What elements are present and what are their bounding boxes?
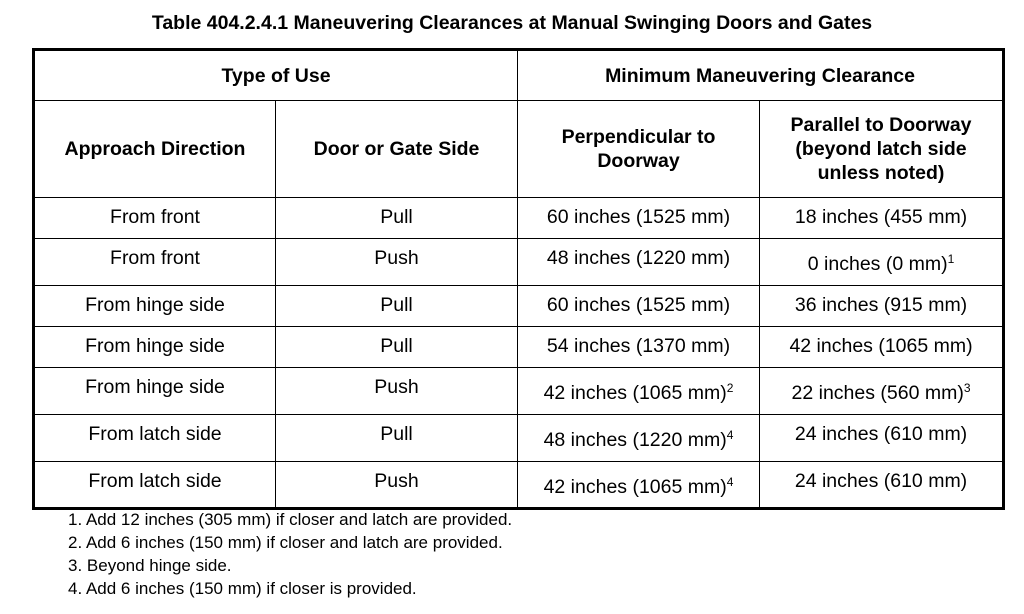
- door-side-header: Door or Gate Side: [276, 101, 518, 198]
- perpendicular-value: 54 inches (1370 mm): [546, 335, 731, 357]
- approach-cell: From latch side: [34, 462, 276, 509]
- maneuvering-clearance-table: [32, 48, 1005, 510]
- type-of-use-header: Type of Use: [34, 50, 518, 101]
- perpendicular-cell: [518, 462, 760, 509]
- min-clearance-header: Minimum Maneuvering Clearance: [518, 50, 1004, 101]
- perpendicular-value: 60 inches (1525 mm): [546, 206, 731, 228]
- parallel-value: 0 inches (0 mm): [807, 253, 948, 275]
- footnote-marker: 3: [963, 381, 971, 395]
- side-cell: Push: [276, 239, 518, 286]
- perpendicular-value: 60 inches (1525 mm): [546, 294, 731, 316]
- parallel-header-text: Parallel to Doorway (beyond latch side unless noted): [790, 114, 972, 184]
- parallel-cell: [760, 368, 1004, 415]
- footnote-item: 1. Add 12 inches (305 mm) if closer and latch are provided.: [68, 510, 513, 529]
- approach-direction-header: Approach Direction: [34, 101, 276, 198]
- perpendicular-value: 48 inches (1220 mm): [543, 429, 727, 451]
- side-cell: Pull: [276, 415, 518, 462]
- parallel-value: 24 inches (610 mm): [794, 423, 968, 445]
- parallel-cell: [760, 239, 1004, 286]
- parallel-cell: [760, 462, 1004, 509]
- footnote-item: 2. Add 6 inches (150 mm) if closer and latch are provided.: [68, 533, 503, 552]
- perpendicular-value: 42 inches (1065 mm): [543, 382, 727, 404]
- table-row: [34, 368, 1004, 415]
- table-row: [34, 327, 1004, 368]
- parallel-value: 36 inches (915 mm): [794, 294, 968, 316]
- approach-cell: From front: [34, 239, 276, 286]
- perpendicular-value: 42 inches (1065 mm): [543, 476, 727, 498]
- side-cell: Pull: [276, 198, 518, 239]
- perpendicular-cell: [518, 239, 760, 286]
- footnote-marker: 1: [947, 252, 955, 266]
- footnote-item: 4. Add 6 inches (150 mm) if closer is provided.: [68, 579, 417, 598]
- perpendicular-header-text: Perpendicular to Doorway: [561, 126, 716, 172]
- parallel-value: 18 inches (455 mm): [794, 206, 968, 228]
- table-row: [34, 286, 1004, 327]
- side-cell: Pull: [276, 327, 518, 368]
- perpendicular-cell: [518, 415, 760, 462]
- parallel-cell: [760, 198, 1004, 239]
- side-cell: Push: [276, 368, 518, 415]
- footnote-marker: 4: [726, 475, 734, 489]
- approach-cell: From hinge side: [34, 286, 276, 327]
- footnote-marker: 2: [726, 381, 734, 395]
- table-row: [34, 198, 1004, 239]
- perpendicular-cell: [518, 286, 760, 327]
- perpendicular-cell: [518, 327, 760, 368]
- table-row: [34, 239, 1004, 286]
- column-header-row: [34, 101, 1004, 198]
- table-row: [34, 415, 1004, 462]
- perpendicular-cell: [518, 198, 760, 239]
- parallel-value: 22 inches (560 mm): [791, 382, 964, 404]
- parallel-value: 42 inches (1065 mm): [789, 335, 973, 357]
- approach-cell: From latch side: [34, 415, 276, 462]
- perpendicular-value: 48 inches (1220 mm): [546, 247, 731, 269]
- approach-cell: From hinge side: [34, 327, 276, 368]
- parallel-header: [760, 101, 1004, 198]
- perpendicular-cell: [518, 368, 760, 415]
- parallel-cell: [760, 327, 1004, 368]
- footnote-item: 3. Beyond hinge side.: [68, 556, 232, 575]
- parallel-cell: [760, 286, 1004, 327]
- side-cell: Pull: [276, 286, 518, 327]
- approach-cell: From front: [34, 198, 276, 239]
- side-cell: Push: [276, 462, 518, 509]
- table-title: Table 404.2.4.1 Maneuvering Clearances at Manual Swinging Doors and Gates: [151, 12, 873, 34]
- perpendicular-header: [518, 101, 760, 198]
- footnotes: [68, 508, 512, 600]
- parallel-cell: [760, 415, 1004, 462]
- parallel-value: 24 inches (610 mm): [794, 470, 968, 492]
- table-row: [34, 462, 1004, 509]
- approach-cell: From hinge side: [34, 368, 276, 415]
- footnote-marker: 4: [726, 428, 734, 442]
- group-header-row: [34, 50, 1004, 101]
